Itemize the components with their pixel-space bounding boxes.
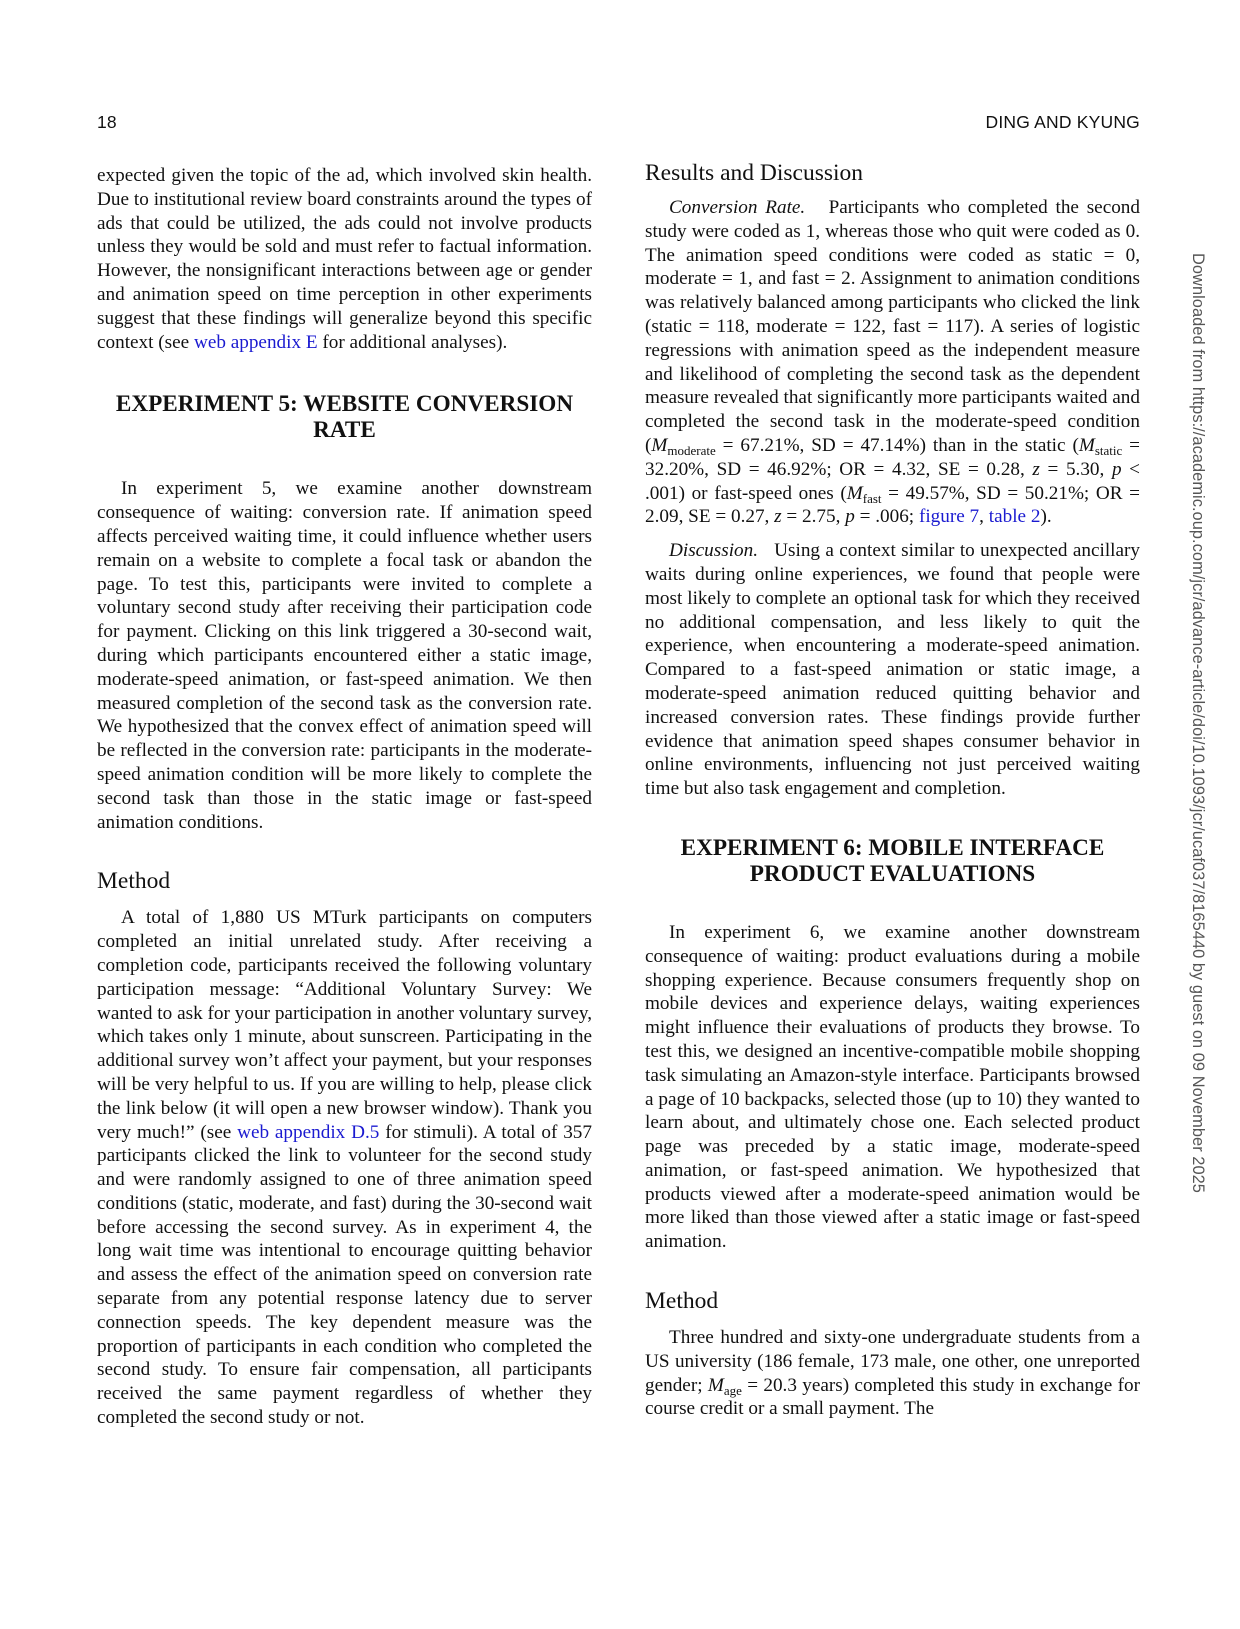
method-text: A total of 1,880 US MTurk participants on computers completed an initial unrelated study. After receiving a completion code, participants received the following voluntary participation message: “Additional Voluntary Survey: We wanted to ask for your participation in another voluntary survey, which takes only 1 minute, about sunscreen. Participating in the additional survey won’t affect your payment, but your responses will be very helpful to us. If you are willing to help, please click the link below (it will open a new browser window). Thank you very much!” (see [97, 907, 592, 1143]
method-text-continued: for stimuli). A total of 357 participants clicked the link to volunteer for the second study and were randomly assigned to one of three animation speed conditions (static, moderate, and fast) during the 30-second wait before accessing the second survey. As in experiment 4, the long wait time was intentional to encourage quitting behavior and assess the effect of the animation speed on conversion rate separate from any potential response latency due to server connection speeds. The key dependent measure was the proportion of participants in each condition who completed the second study. To ensure fair compensation, all participants received the same payment regardless of whether they completed the second study or not. [97, 1121, 592, 1429]
experiment-6-intro: In experiment 6, we examine another downstream consequence of waiting: product evaluations during a mobile shopping experience. Because consumers frequently shop on mobile devices and experience delays, waiting experiences might influence their evaluations of products they browse. To test this, we designed an incentive-compatible mobile shopping task simulating an Amazon-style interface. Participants browsed a page of 10 backpacks, selected those (up to 10) they wanted to learn about, and ultimately chose one. Each selected product page was preceded by a static image, moderate-speed animation, or fast-speed animation. We hypothesized that products viewed after a moderate-speed animation would be more liked than those viewed after a static image or fast-speed animation. [645, 921, 1140, 1253]
p-symbol: p [1111, 458, 1122, 480]
results-text: = 49.57%, SD = 50.21%; OR = 2.09, SE = 0.27, [645, 482, 1140, 528]
results-text: = 67.21%, SD = 47.14%) than in the static ( [715, 434, 1079, 456]
mean-subscript-moderate: moderate [667, 442, 716, 458]
figure-7-link[interactable]: figure 7 [918, 506, 980, 528]
discussion-text: Using a context similar to unexpected ancillary waits during online experiences, we found that people were most likely to complete an optional task for which they received no additional compensation, and less likely to quit the experience, when encountering a moderate-speed animation. Compared to a fast-speed animation or static image, a moderate-speed animation reduced quitting behavior and increased conversion rates. These findings provide further evidence that animation speed shapes consumer behavior in online environments, influencing not just perceived waiting time but also task engagement and completion. [645, 540, 1140, 800]
experiment-5-heading: EXPERIMENT 5: WEBSITE CONVERSION RATE [115, 391, 574, 444]
experiment-5-method [97, 906, 592, 1430]
results-text: = 2.75, [781, 506, 846, 528]
mean-subscript-age: age [723, 1382, 742, 1398]
results-text: < .001) or fast-speed ones ( [645, 458, 1140, 504]
continued-paragraph [97, 164, 592, 354]
method-heading-exp6: Method [645, 1288, 719, 1315]
left-column [97, 160, 592, 1430]
method-heading-exp5: Method [97, 868, 171, 895]
results-text: = 32.20%, SD = 46.92%; OR = 4.32, SE = 0.28, [645, 434, 1141, 480]
mean-symbol: M [651, 434, 668, 456]
discussion-paragraph [645, 539, 1140, 801]
table-2-link[interactable]: table 2 [988, 506, 1041, 528]
z-symbol: z [774, 506, 782, 528]
results-discussion-heading: Results and Discussion [645, 160, 864, 186]
mean-symbol: M [707, 1374, 724, 1396]
results-text: = .006; [854, 506, 919, 528]
discussion-run-in: Discussion. [669, 540, 759, 562]
p-symbol: p [845, 506, 855, 528]
z-symbol: z [1032, 458, 1040, 480]
web-appendix-d5-link[interactable]: web appendix D.5 [237, 1121, 380, 1143]
results-text-end: ). [1040, 506, 1052, 528]
experiment-6-method [645, 1326, 1140, 1421]
results-text: = 5.30, [1039, 458, 1112, 480]
mean-symbol: M [846, 482, 863, 504]
conversion-rate-run-in: Conversion Rate. [669, 197, 806, 218]
right-column [645, 160, 1140, 1421]
experiment-6-heading: EXPERIMENT 6: MOBILE INTERFACE PRODUCT EVALUATIONS [680, 834, 1105, 887]
method-text-continued: = 20.3 years) completed this study in exchange for course credit or a small payment. The [645, 1374, 1140, 1420]
conversion-rate-paragraph [645, 196, 1140, 529]
separator: , [979, 506, 989, 528]
page-number: 18 [97, 112, 117, 132]
paragraph-text: expected given the topic of the ad, which involved skin health. Due to institutional review board constraints around the types of ads that could be utilized, the ads could not involve products unless they would be sold and must refer to factual information. However, the nonsignificant interactions between age or gender and animation speed on time perception in other experiments suggest that these findings will generalize beyond this specific context (see [97, 165, 592, 353]
mean-subscript-static: static [1094, 442, 1123, 458]
method-text: Three hundred and sixty-one undergraduate students from a US university (186 female, 173 male, one other, one unreported gender; [645, 1327, 1140, 1396]
running-title-authors: DING AND KYUNG [985, 112, 1140, 132]
experiment-5-intro: In experiment 5, we examine another downstream consequence of waiting: conversion rate. If animation speed affects perceived waiting time, it could influence whether users remain on a website to complete a focal task or abandon the page. To test this, participants were invited to complete a voluntary second study after receiving their participation code for payment. Clicking on this link triggered a 30-second wait, during which participants encountered either a static image, moderate-speed animation, or fast-speed animation. We then measured completion of the second task as the conversion rate. We hypothesized that the convex effect of animation speed will be reflected in the conversion rate: participants in the moderate-speed animation condition will be more likely to complete the second task than those in the static image or fast-speed animation conditions. [97, 478, 592, 833]
download-watermark: Downloaded from https://academic.oup.com/jcr/advance-article/doi/10.1093/jcr/ucaf037/8165440 by guest on 09 November 2025 [1189, 253, 1207, 1193]
paragraph-tail: for additional analyses). [317, 331, 508, 353]
mean-subscript-fast: fast [862, 490, 882, 506]
mean-symbol: M [1078, 434, 1095, 456]
results-text: Participants who completed the second study were coded as 1, whereas those who quit were coded as 0. The animation speed conditions were coded as static = 0, moderate = 1, and fast = 2. Assignment to animation conditions was relatively balanced among participants who clicked the link (static = 118, moderate = 122, fast = 117). A series of logistic regressions with animation speed as the independent measure and likelihood of completing the second task as the dependent measure revealed that significantly more participants waited and completed the second task in the moderate-speed condition ( [645, 197, 1140, 456]
web-appendix-e-link[interactable]: web appendix E [193, 331, 318, 353]
